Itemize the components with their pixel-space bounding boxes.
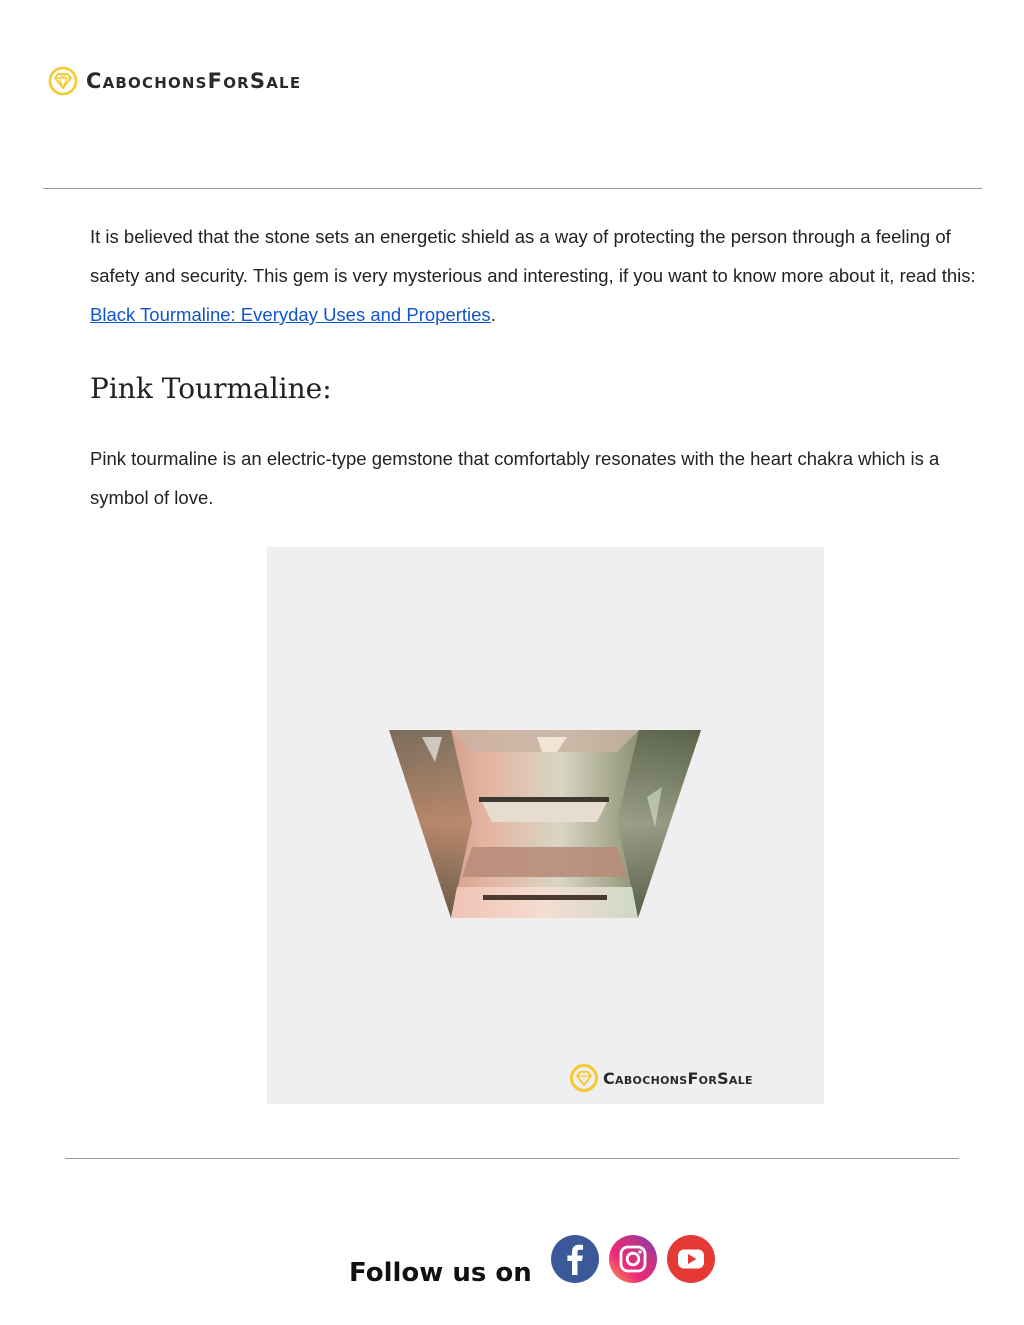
bottom-divider xyxy=(65,1158,959,1159)
brand-logo[interactable] xyxy=(48,64,301,98)
follow-us-section xyxy=(349,1230,716,1288)
brand-name: CabochonsForSale xyxy=(86,69,302,93)
gemstone-photo xyxy=(267,547,824,1104)
follow-us-text: Follow us on xyxy=(349,1258,532,1288)
intro-paragraph xyxy=(90,217,1000,334)
section-heading: Pink Tourmaline: xyxy=(90,372,332,405)
watermark-text: CabochonsForSale xyxy=(603,1068,753,1088)
intro-paragraph-end: . xyxy=(490,304,496,325)
gem-logo-icon xyxy=(569,1063,599,1093)
black-tourmaline-link[interactable]: Black Tourmaline: Everyday Uses and Properties xyxy=(90,304,491,325)
intro-paragraph-text: It is believed that the stone sets an energetic shield as a way of protecting the person through a feeling of safety and security. This gem is very mysterious and interesting, if you want to know more about it, read this: xyxy=(90,226,976,286)
gem-logo-icon xyxy=(48,64,78,98)
pink-tourmaline-gem-illustration xyxy=(267,547,824,1104)
top-divider xyxy=(43,188,982,189)
facebook-icon[interactable] xyxy=(550,1234,600,1284)
youtube-icon[interactable] xyxy=(666,1234,716,1284)
pink-tourmaline-paragraph: Pink tourmaline is an electric-type gemstone that comfortably resonates with the heart chakra which is a symbol of love. xyxy=(90,448,940,508)
social-links xyxy=(550,1234,716,1284)
instagram-icon[interactable] xyxy=(608,1234,658,1284)
image-watermark xyxy=(569,1063,753,1093)
